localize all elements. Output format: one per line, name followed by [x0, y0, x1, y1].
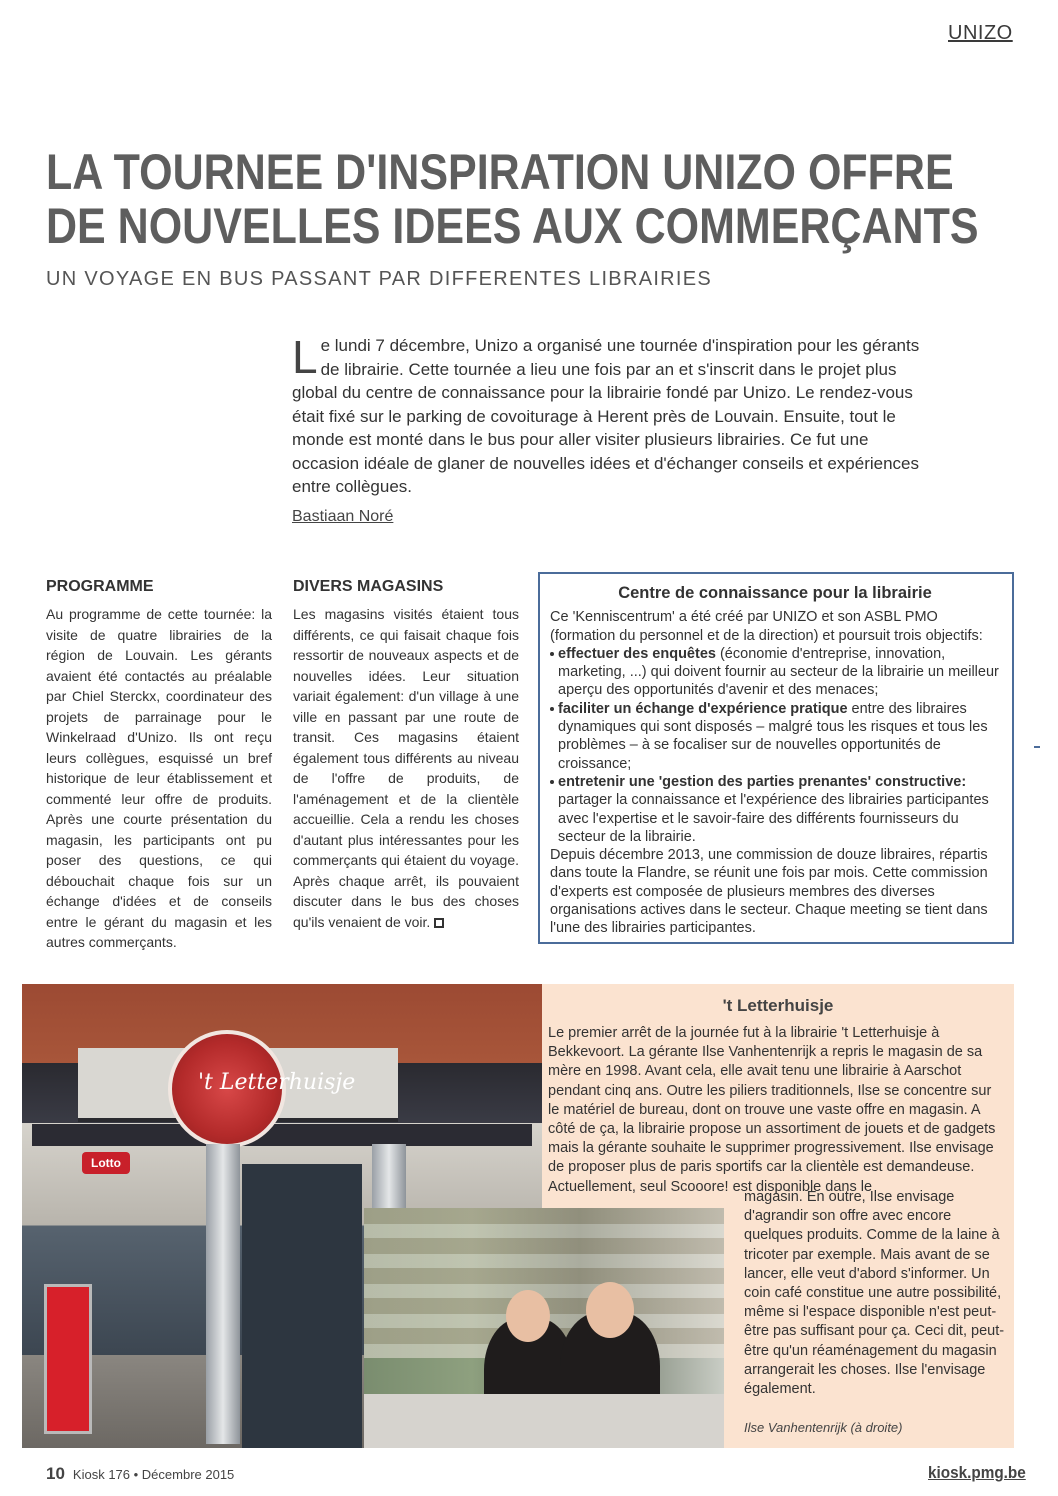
magasins-text: Les magasins visités étaient tous différents, ce qui faisait chaque fois ressortir de nouveaux aspects et de nouvelles idées. Leur situation variait également: d'un village à une ville en passant par une route de transit. Ces magasins étaient également tous différents au niveau de l'offre de produits, de l'aménagement et de la clientèle accueillie. Cela a rendu les choses d'autant plus intéressantes pour les commerçants qui étaient du voyage. Après chaque arrêt, ils pouvaient discuter dans le bus des choses qu'ils venaient de voir.	[293, 606, 519, 930]
programme-heading: PROGRAMME	[46, 578, 154, 595]
info-box-title: Centre de connaissance pour la librairie	[618, 584, 932, 602]
storefront-door	[242, 1164, 362, 1448]
face-right	[586, 1282, 634, 1338]
sidebar-body-top: Le premier arrêt de la journée fut à la librairie 't Letterhuisje à Bekkevoort. La gérante Ilse Vanhentenrijk a repris le magasin de sa mère en 1998. Avant cela, elle avait tenu une librairie à Aarschot pendant cinq ans. Outre les piliers traditionnels, Ilse se concentre sur le matériel de bureau, dont on trouve une vaste offre en magasin. A côté de ça, la librairie propose un assortiment de jouets et de gadgets mais la gérante souhaite le supprimer progressivement. Ilse envisage de proposer plus de paris sportifs car la clientèle est demandeuse. Actuellement, seul Scooore! est disponible dans le	[548, 1025, 996, 1195]
issue-label: Kiosk 176 • Décembre 2015	[72, 1467, 235, 1482]
headline	[46, 144, 979, 254]
bullet-lead: entretenir une 'gestion des parties prenantes' constructive:	[558, 773, 967, 790]
magasins-body	[293, 604, 519, 932]
programme-text: Au programme de cette tournée: la visite de quatre librairies de la région de Louvain. Les gérants avaient été contactés au préalable par Chiel Sterckx, coordinateur des projets de parrainage pour le Winkelraad d'Unizo. Ils ont reçu leurs collègues, esquissé un bref historique de leur établissement et commenté leur offre de produits. Après une courte présentation du magasin, les participants ont pu poser des questions, ce qui débouchait chaque fois sur un échange d'idées et de conseils entre le gérant du magasin et les autres commerçants.	[46, 606, 272, 950]
info-box-bullet	[550, 700, 1000, 773]
margin-marker	[1034, 746, 1040, 748]
sidewalk-sign	[44, 1284, 92, 1434]
shop-logo-text: 't Letterhuisje	[198, 1070, 356, 1095]
footer-site-link[interactable]: kiosk.pmg.be	[928, 1463, 1026, 1482]
author-byline: Bastiaan Noré	[292, 508, 394, 525]
bullet-lead: faciliter un échange d'expérience pratique	[558, 700, 848, 717]
page-number: 10	[46, 1464, 65, 1483]
subheadline: UN VOYAGE EN BUS PASSANT PAR DIFFERENTES LIBRAIRIES	[46, 268, 713, 290]
section-tag: UNIZO	[948, 22, 1013, 44]
info-box-bullet	[550, 645, 1000, 700]
bullet-text: entre des libraires dynamiques qui sont disposés – malgré tous les risques et tous les problèmes – à se focaliser sur de nouvelles opportunités de croissance;	[558, 700, 988, 772]
drop-cap: L	[292, 331, 318, 383]
shop-counter	[364, 1394, 724, 1448]
bullet-text: partager la connaissance et l'expérience des librairies participantes avec l'expertise et le savoir-faire des différents fournisseurs du secteur de la librairie.	[558, 792, 989, 845]
lead-text: e lundi 7 décembre, Unizo a organisé une tournée d'inspiration pour les gérants de librairie. Cette tournée a lieu une fois par an et s'inscrit dans le projet plus global du centre de connaissance pour la librairie fondé par Unizo. Le rendez-vous était fixé sur le parking de covoiturage à Herent près de Louvain. Ensuite, tout le monde est monté dans le bus pour aller visiter plusieurs librairies. Ce fut une occasion idéale de glaner de nouvelles idées et d'échanger conseils et expériences entre collègues.	[292, 336, 920, 496]
lotto-sign: Lotto	[82, 1152, 130, 1174]
magasins-heading: DIVERS MAGASINS	[293, 578, 444, 595]
face-left	[506, 1290, 550, 1342]
info-box-closing: Depuis décembre 2013, une commission de douze libraires, répartis dans toute la Flandre, se réunit une fois par mois. Cette commission d'experts est composée de plusieurs membres des diverses organisations actives dans le secteur. Chaque meeting se tient dans l'une des librairies participantes.	[550, 847, 988, 937]
info-box	[538, 572, 1014, 944]
headline-line-1: LA TOURNEE D'INSPIRATION UNIZO OFFRE	[46, 144, 954, 200]
photo-caption: Ilse Vanhentenrijk (à droite)	[744, 1420, 903, 1435]
lead-paragraph	[292, 331, 932, 499]
info-box-intro: Ce 'Kenniscentrum' a été créé par UNIZO et son ASBL PMO (formation du personnel et de la direction) et poursuit trois objectifs:	[550, 609, 983, 644]
bullet-lead: effectuer des enquêtes	[558, 645, 716, 662]
sidebar-body-bottom: magasin. En outre, Ilse envisage d'agrandir son offre avec encore quelques produits. Comme de la laine à tricoter par exemple. Mais avant de se lancer, elle veut d'abord s'informer. Un coin café constitue une autre possibilité, même si l'espace disponible n'est peut-être pas suffisant pour ça. Ceci dit, peut-être qu'un réaménagement du magasin arrangerait les choses. Ilse l'envisage également.	[744, 1189, 1005, 1398]
storefront-awning	[32, 1124, 532, 1146]
headline-line-2: DE NOUVELLES IDEES AUX COMMERÇANTS	[46, 198, 979, 254]
programme-body	[46, 604, 272, 953]
bullet-text: (économie d'entreprise, innovation, marketing, ...) qui doivent fournir au secteur de la librairie un meilleur aperçu des opportunités d'avenir et des menaces;	[558, 645, 999, 699]
info-box-bullet	[550, 773, 1000, 846]
storefront-pillar	[206, 1144, 240, 1444]
owners-photo	[364, 1208, 724, 1448]
end-mark-icon	[434, 918, 444, 928]
sidebar-title: 't Letterhuisje	[722, 996, 834, 1015]
footer-issue	[46, 1464, 234, 1484]
